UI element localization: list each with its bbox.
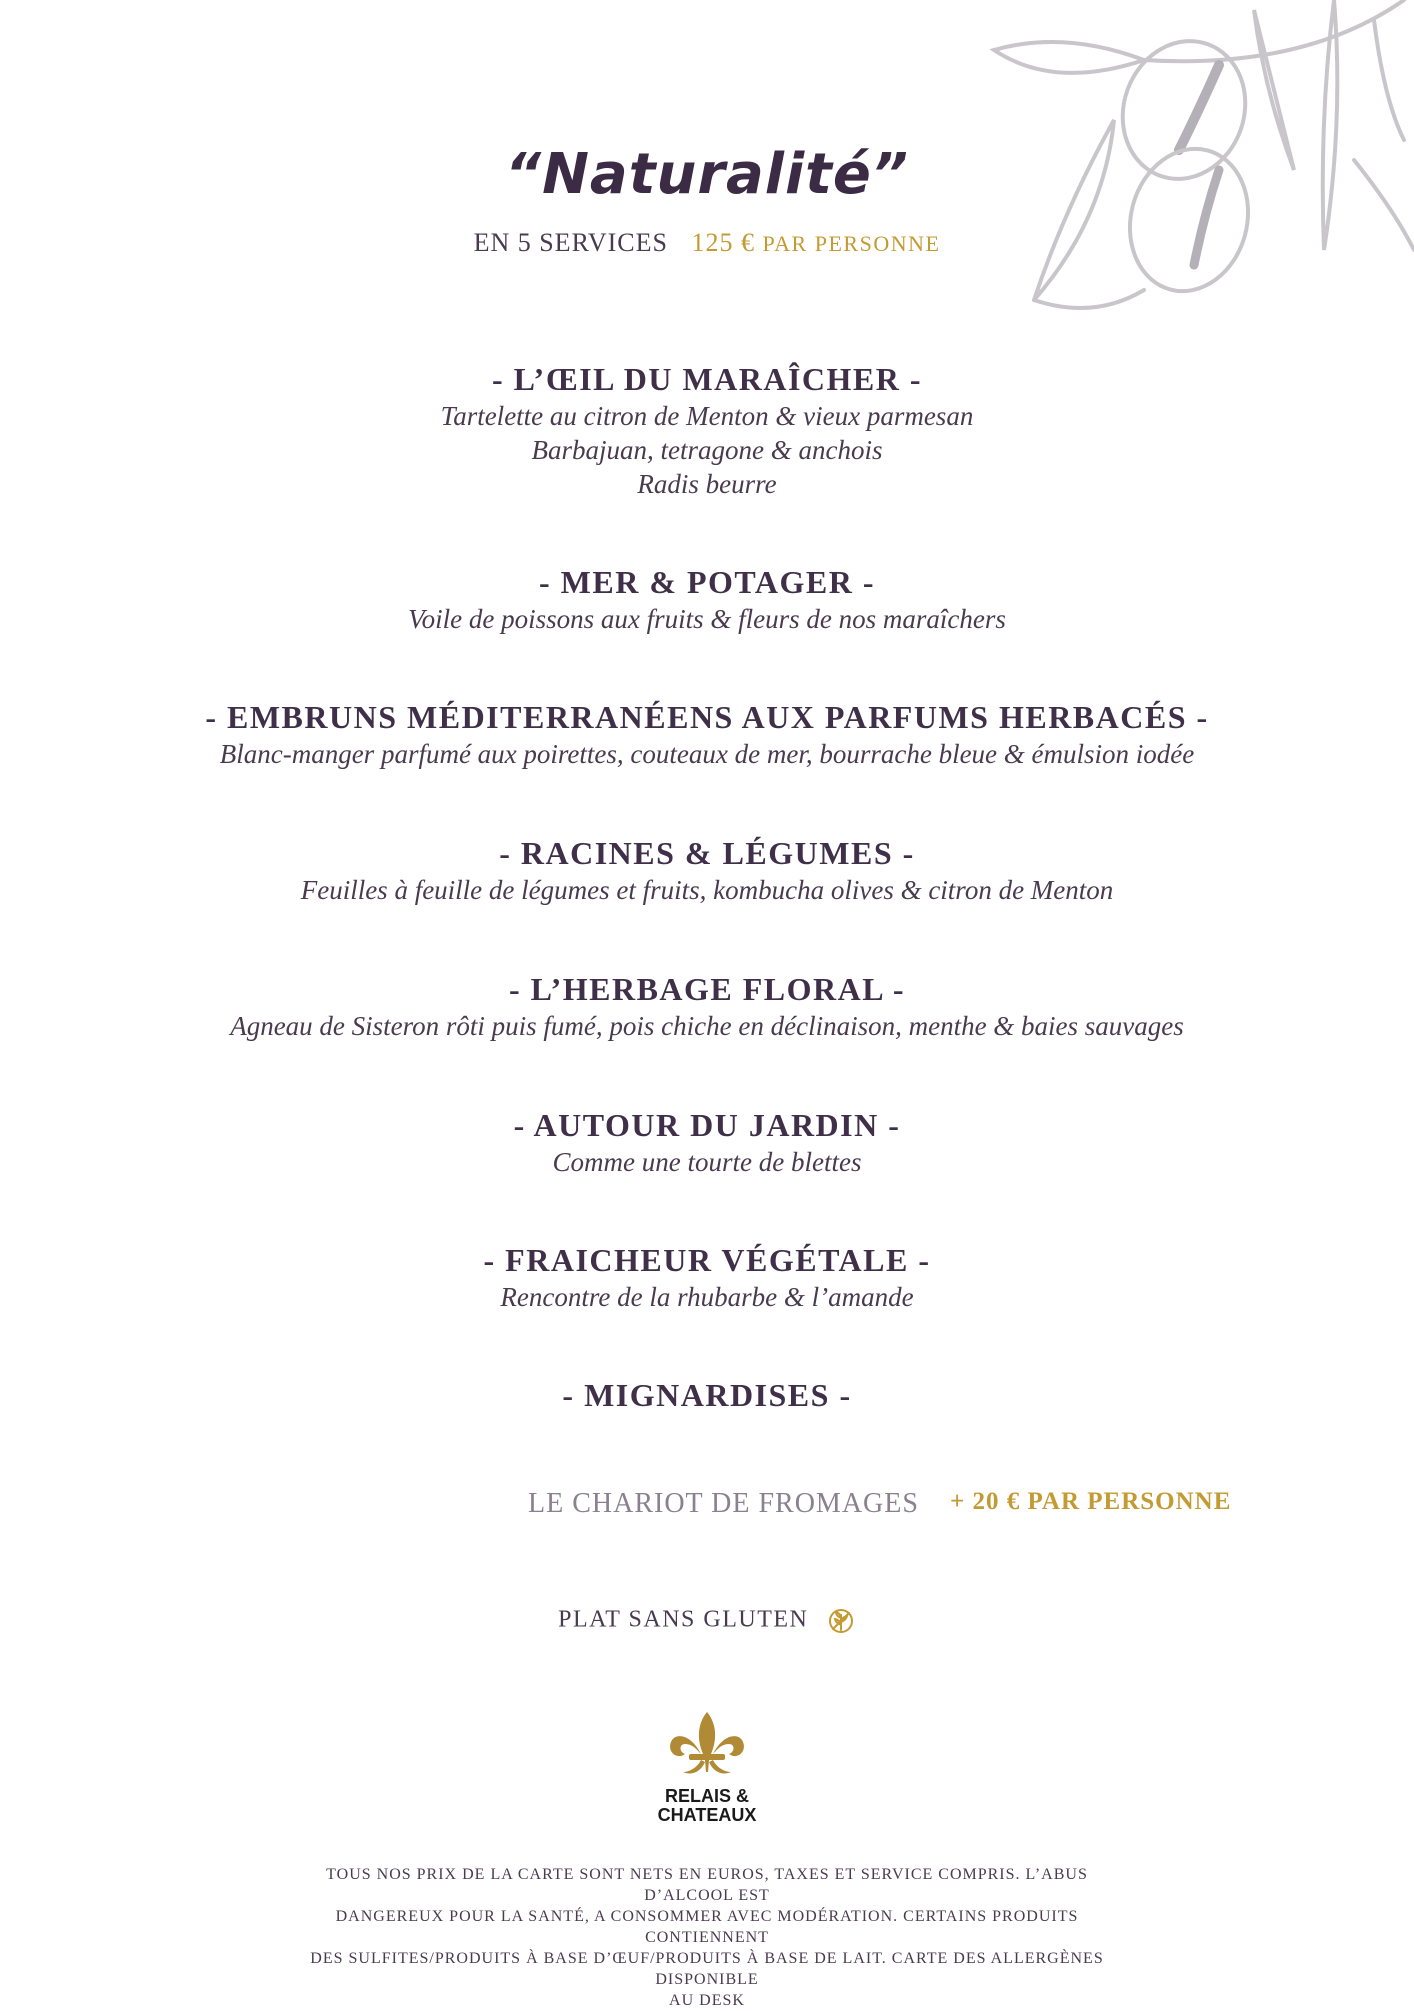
menu-subtitle <box>0 228 1414 258</box>
course-title: - MIGNARDISES - <box>562 1377 852 1413</box>
fleur-de-lis-icon <box>667 1710 747 1778</box>
course-description: Blanc-manger parfumé aux poirettes, couteaux de mer, bourrache bleue & émulsion iodée <box>219 739 1195 769</box>
cheese-surcharge: + 20 € PAR PERSONNE <box>950 1488 1232 1515</box>
course-description: Tartelette au citron de Menton & vieux parmesan <box>440 401 974 431</box>
logo-line: RELAIS & <box>664 1786 749 1806</box>
course <box>0 697 1414 771</box>
course <box>0 1240 1414 1314</box>
gluten-free-legend <box>0 1606 1414 1636</box>
course-title: - FRAICHEUR VÉGÉTALE - <box>483 1242 931 1278</box>
course-description: Feuilles à feuille de légumes et fruits, kombucha olives & citron de Menton <box>300 875 1114 905</box>
price-amount: 125 € <box>691 228 755 257</box>
course <box>0 1105 1414 1179</box>
course-description: Voile de poissons aux fruits & fleurs de nos maraîchers <box>408 604 1006 634</box>
course-description: Radis beurre <box>637 469 777 499</box>
course <box>0 359 1414 501</box>
services-count: EN 5 SERVICES <box>473 228 668 257</box>
legal-footer <box>297 1864 1117 2011</box>
course-description: Barbajuan, tetragone & anchois <box>531 435 883 465</box>
relais-chateaux-logo <box>657 1710 757 1825</box>
footer-line: TOUS NOS PRIX DE LA CARTE SONT NETS EN EUROS, TAXES ET SERVICE COMPRIS. L’ABUS D’ALCOOL EST <box>326 1866 1088 1904</box>
course-title: - L’ŒIL DU MARAÎCHER - <box>491 361 923 397</box>
course <box>0 969 1414 1043</box>
logo-text <box>657 1787 757 1825</box>
footer-line: DES SULFITES/PRODUITS À BASE D’ŒUF/PRODUITS À BASE DE LAIT. CARTE DES ALLERGÈNES DISPONIBLE <box>310 1950 1104 1988</box>
menu-price <box>691 228 940 257</box>
course <box>0 562 1414 636</box>
course <box>0 833 1414 907</box>
footer-line: AU DESK <box>669 1992 745 2009</box>
course-description: Comme une tourte de blettes <box>552 1147 862 1177</box>
course-description: Agneau de Sisteron rôti puis fumé, pois chiche en déclinaison, menthe & baies sauvages <box>230 1011 1184 1041</box>
course-title: - AUTOUR DU JARDIN - <box>513 1107 901 1143</box>
course <box>0 1375 1414 1415</box>
course-title: - MER & POTAGER - <box>539 564 875 600</box>
menu-title: “Naturalité” <box>505 142 909 207</box>
course-title: - EMBRUNS MÉDITERRANÉENS AUX PARFUMS HERBACÉS - <box>205 699 1209 735</box>
course-title: - RACINES & LÉGUMES - <box>499 835 915 871</box>
course-title: - L’HERBAGE FLORAL - <box>509 971 905 1007</box>
price-suffix: PAR PERSONNE <box>762 231 941 256</box>
gluten-free-icon <box>826 1606 856 1636</box>
logo-line: CHATEAUX <box>657 1805 757 1825</box>
footer-line: DANGEREUX POUR LA SANTÉ, A CONSOMMER AVEC MODÉRATION. CERTAINS PRODUITS CONTIENNENT <box>335 1908 1079 1946</box>
gluten-free-label: PLAT SANS GLUTEN <box>558 1606 809 1633</box>
course-description: Rencontre de la rhubarbe & l’amande <box>500 1282 914 1312</box>
cheese-label: LE CHARIOT DE FROMAGES <box>528 1488 919 1519</box>
